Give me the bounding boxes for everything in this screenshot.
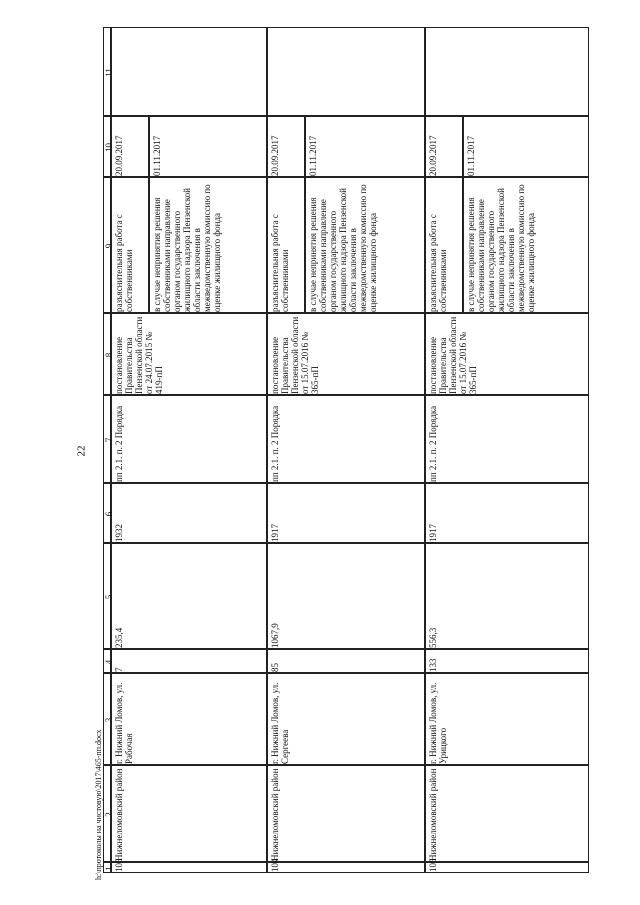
cell-date-2: 01.11.2017 [308, 135, 318, 176]
table-cell-date-1 [267, 116, 305, 177]
cell-area: 1067,9 [270, 623, 280, 648]
cell-year: 1917 [270, 524, 280, 542]
table-cell-date-2 [149, 116, 267, 177]
table-cell-basis [111, 395, 267, 483]
column-number: 4 [104, 659, 114, 665]
cell-action-2: в случае непринятия решения собственниками направление органом государственного жилищного надзора Пензенской области заключения в межведомственную комиссию по оценке жилищного фонда [152, 184, 222, 312]
cell-district: Нижнеломовский район [428, 768, 438, 861]
cell-note [114, 30, 266, 115]
cell-basis: пп 2.1. п. 2 Порядка [114, 405, 124, 482]
column-number: 1 [104, 866, 114, 871]
rotated-table [103, 27, 589, 873]
column-number-cell [103, 27, 114, 116]
table-cell-house [425, 649, 589, 673]
table-cell-year [267, 483, 425, 543]
cell-num: 104 [270, 858, 280, 872]
cell-act: постановление Правительства Пензенской области от 24.07.2015 № 419-пП [114, 316, 164, 394]
cell-house: 133 [428, 658, 438, 672]
column-number-cell [103, 543, 114, 649]
cell-address: г. Нижний Ломов, ул. Урицкого [428, 682, 448, 764]
table-cell-basis [425, 395, 589, 483]
column-number: 11 [104, 68, 114, 77]
cell-action-2: в случае непринятия решения собственниками направление органом государственного жилищного надзора Пензенской области заключения в межведомственную комиссию по оценке жилищного фонда [466, 184, 536, 312]
file-path-footer: h:\протоколы на чистовую\2017\465-пп.docx [94, 729, 103, 880]
cell-address: г. Нижний Ломов, ул. Рабочая [114, 682, 134, 764]
cell-year: 1917 [428, 524, 438, 542]
cell-num: 103 [114, 858, 124, 872]
cell-house: 85 [270, 663, 280, 672]
cell-basis: пп 2.1. п. 2 Порядка [270, 405, 280, 482]
column-number-cell [103, 673, 114, 765]
table-cell-action-1 [425, 177, 463, 313]
table-cell-num [111, 858, 267, 873]
cell-date-2: 01.11.2017 [152, 135, 162, 176]
cell-act: постановление Правительства Пензенской области от 15.07.2016 № 365-пП [270, 316, 320, 394]
column-number: 6 [104, 511, 114, 517]
table-cell-area [267, 543, 425, 649]
column-number-cell [103, 649, 114, 673]
table-cell-date-1 [425, 116, 463, 177]
cell-act: постановление Правительства Пензенской области от 15.07.2016 № 365-пП [428, 316, 478, 394]
cell-basis: пп 2.1. п. 2 Порядка [428, 405, 438, 482]
table-cell-address [425, 673, 589, 765]
column-number-cell [103, 177, 114, 313]
column-number: 9 [104, 243, 114, 249]
table-cell-house [111, 649, 267, 673]
table-cell-action-1 [267, 177, 305, 313]
table-cell-district [425, 765, 589, 862]
table-cell-year [425, 483, 589, 543]
cell-address: г. Нижний Ломов, ул. Сергеева [270, 682, 290, 764]
table-cell-action-2 [149, 177, 267, 313]
column-number: 2 [104, 812, 114, 817]
cell-date-1: 20.09.2017 [114, 135, 124, 176]
table-cell-area [111, 543, 267, 649]
table-cell-note [425, 27, 589, 116]
cell-note [428, 30, 588, 115]
column-number-cell [103, 765, 114, 862]
column-number: 7 [104, 437, 114, 443]
table-cell-address [111, 673, 267, 765]
cell-date-1: 20.09.2017 [428, 135, 438, 176]
cell-district: Нижнеломовский район [114, 768, 124, 861]
table-cell-note [111, 27, 267, 116]
table-cell-note [267, 27, 425, 116]
column-number-cell [103, 483, 114, 543]
cell-action-1: разъяснительная работа с собственниками [270, 214, 290, 312]
cell-action-1: разъяснительная работа с собственниками [114, 214, 134, 312]
cell-date-1: 20.09.2017 [270, 135, 280, 176]
column-number-cell [103, 395, 114, 483]
column-number-cell [103, 313, 114, 395]
cell-note [270, 30, 424, 115]
cell-action-1: разъяснительная работа с собственниками [428, 214, 448, 312]
cell-district: Нижнеломовский район [270, 768, 280, 861]
table-cell-date-2 [305, 116, 425, 177]
table-cell-district [267, 765, 425, 862]
table-cell-act [425, 313, 589, 395]
table-cell-action-1 [111, 177, 149, 313]
column-number: 8 [104, 352, 114, 358]
table-cell-num [267, 858, 425, 873]
column-number-cell [103, 116, 114, 177]
table-cell-district [111, 765, 267, 862]
cell-house: 7 [114, 667, 124, 672]
table-cell-date-2 [463, 116, 589, 177]
table-cell-action-2 [305, 177, 425, 313]
table-cell-basis [267, 395, 425, 483]
cell-num: 105 [428, 858, 438, 872]
cell-area: 235,4 [114, 627, 124, 648]
table-cell-address [267, 673, 425, 765]
cell-area: 556,3 [428, 627, 438, 648]
cell-action-2: в случае непринятия решения собственниками направление органом государственного жилищного надзора Пензенской области заключения в межведомственную комиссию по оценке жилищного фонда [308, 184, 378, 312]
column-number: 10 [104, 143, 114, 152]
table-cell-year [111, 483, 267, 543]
column-number: 5 [104, 594, 114, 600]
table-cell-act [111, 313, 267, 395]
table-cell-act [267, 313, 425, 395]
table-cell-num [425, 858, 589, 873]
table-cell-date-1 [111, 116, 149, 177]
table-cell-area [425, 543, 589, 649]
table-cell-action-2 [463, 177, 589, 313]
cell-date-2: 01.11.2017 [466, 135, 476, 176]
cell-year: 1932 [114, 524, 124, 542]
column-number-cell [103, 862, 114, 873]
page-number: 22 [75, 445, 88, 457]
table-cell-house [267, 649, 425, 673]
column-number: 3 [104, 717, 114, 723]
